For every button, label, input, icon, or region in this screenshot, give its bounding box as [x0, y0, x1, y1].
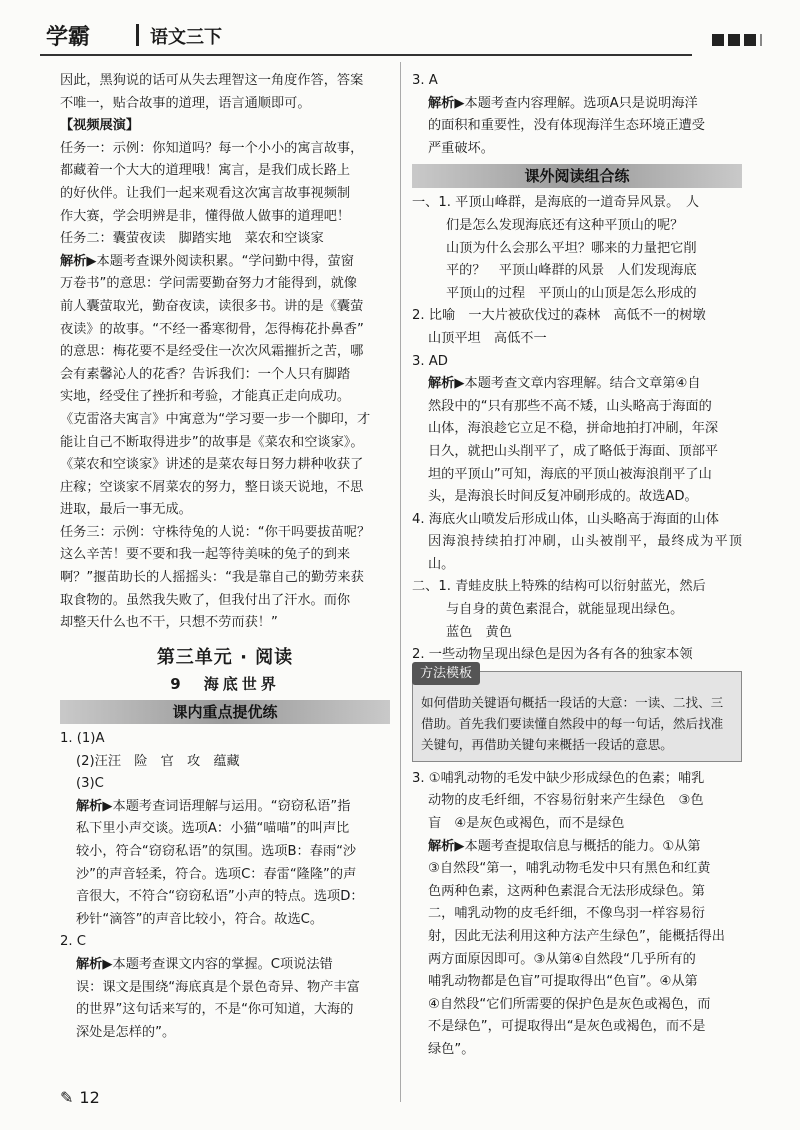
analysis-label: 解析▶ [76, 956, 113, 972]
left-column [60, 70, 390, 1044]
analysis-line: 的世界”这句话来写的，不是“你可知道，大海的 [76, 1002, 354, 1018]
task1-line: 任务一：示例：你知道吗？每一个小小的寓言故事， [60, 140, 364, 156]
answer-line: (3)C [76, 776, 104, 792]
answer-line: 平的？ 平顶山峰群的风景 人们发现海底 [446, 263, 697, 279]
answer-line: 动物的皮毛纤细，不容易衍射来产生绿色 ③色 [428, 793, 704, 809]
task3-line: 却整天什么也不干，只想不劳而获！” [60, 615, 278, 631]
answer-line: 2. 比喻 一大片被砍伐过的森林 高低不一的树墩 [412, 308, 706, 324]
page-footer [60, 1088, 100, 1107]
analysis-line: 日久，就把山头削平了，成了略低于海面、顶部平 [428, 443, 719, 459]
method-text: 如何借助关键语句概括一段话的大意：一读、二找、三借助。首先我们要读懂自然段中的每一句话，然后找准关键句，再借助关键句来概括一段话的意思。 [421, 694, 724, 752]
task3-line: 这么辛苦！要不要和我一起等待美味的兔子的到来 [60, 547, 351, 563]
analysis-line: 不是绿色”，可提取得出“是灰色或褐色，而不是 [428, 1019, 706, 1035]
analysis-line: 坦的平顶山”可知，海底的平顶山被海浪削平了山 [428, 466, 712, 482]
analysis-label: 解析▶ [428, 376, 465, 392]
analysis-line: 深处是怎样的”。 [76, 1024, 176, 1040]
analysis-line: 射，因此无法利用这种方法产生绿色”，能概括得出 [428, 929, 725, 944]
analysis-line: 误：课文是围绕“海底真是个景色奇异、物产丰富 [76, 979, 360, 995]
answer-line: 二、1. 青蛙皮肤上特殊的结构可以衍射蓝光，然后 [412, 579, 706, 595]
analysis-line: ④自然段“它们所需要的保护色是灰色或褐色，而 [428, 996, 711, 1012]
page-number: 12 [79, 1088, 100, 1107]
analysis-line: 私下里小声交谈。选项A：小猫“喵喵”的叫声比 [76, 821, 350, 837]
column-divider [400, 62, 401, 1102]
answer-line: 因海浪持续拍打冲刷，山头被削平，最终成为平顶山。 [428, 534, 742, 572]
answer-line: 2. C [60, 934, 86, 950]
analysis-line: 解析▶本题考查课外阅读积累。“学问勤中得，萤窗 [60, 253, 354, 269]
right-column [412, 70, 742, 1062]
analysis-line: 较小，符合“窃窃私语”的氛围。选项B：春雨“沙 [76, 844, 357, 859]
method-tag: 方法模板 [412, 662, 480, 685]
answer-line: 与自身的黄色素混合，就能显现出绿色。 [446, 602, 684, 618]
section-banner: 课外阅读组合练 [412, 164, 742, 188]
answer-line: 平顶山的过程 平顶山的山顶是怎么形成的 [446, 285, 697, 301]
answer-line: 一、1. 平顶山峰群，是海底的一道奇异风景。 人 [412, 195, 700, 211]
analysis-line: 实地，经受住了挫折和考验，才能真正走向成功。 [60, 389, 351, 405]
analysis-label: 解析▶ [428, 838, 465, 854]
unit-title: 第三单元 · 阅读 [156, 646, 294, 668]
analysis-line: 秒针“滴答”的声音比较小，符合。故选C。 [76, 911, 324, 927]
analysis-line: 解析▶本题考查提取信息与概括的能力。①从第 [428, 838, 701, 854]
video-heading: 【视频展演】 [60, 118, 140, 134]
analysis-label: 解析▶ [428, 95, 465, 111]
answer-line: 3. ①哺乳动物的毛发中缺少形成绿色的色素；哺乳 [412, 770, 705, 786]
method-box [412, 665, 742, 762]
analysis-line: 《克雷洛夫寓言》中寓意为“学习要一步一个脚印，才 [60, 411, 371, 427]
analysis-line: 头，是海浪长时间反复冲刷形成的。故选AD。 [428, 489, 698, 505]
task1-line: 都藏着一个大大的道理哦！寓言，是我们成长路上 [60, 163, 351, 179]
analysis-line: 解析▶本题考查课文内容的掌握。C项说法错 [76, 956, 333, 972]
analysis-line: 哺乳动物都是色盲”可提取得出“色盲”。④从第 [428, 974, 698, 990]
analysis-line: ③自然段“第一，哺乳动物毛发中只有黑色和红黄 [428, 861, 711, 877]
answer-line: 山顶平坦 高低不一 [428, 330, 547, 346]
task1-line: 作大赛，学会明辨是非，懂得做人做事的道理吧！ [60, 208, 351, 224]
analysis-line: 绿色”。 [428, 1041, 475, 1057]
analysis-line: 沙”的声音轻柔，符合。选项C：春雷“隆隆”的声 [76, 866, 357, 882]
analysis-line: 音很大，不符合“窃窃私语”小声的特点。选项D： [76, 889, 364, 905]
analysis-line: 两方面原因即可。③从第④自然段“几乎所有的 [428, 951, 696, 967]
intro-line: 不唯一，贴合故事的道理，语言通顺即可。 [60, 95, 311, 111]
analysis-label: 解析▶ [60, 253, 97, 269]
brand-logo: 学霸 [46, 25, 91, 50]
answer-line: 们是怎么发现海底还有这种平顶山的呢？ [446, 217, 684, 233]
pencil-icon: ✎ [60, 1088, 74, 1107]
task2-line: 任务二：囊萤夜读 脚踏实地 菜农和空谈家 [60, 231, 324, 247]
answer-line: 3. AD [412, 353, 448, 369]
analysis-line: 庄稼；空谈家不屑菜农的努力，整日谈天说地，不思 [60, 479, 364, 495]
analysis-line: 解析▶本题考查词语理解与运用。“窃窃私语”指 [76, 798, 351, 814]
analysis-line: 严重破坏。 [428, 140, 494, 156]
analysis-line: 前人囊萤取光，勤奋夜读，读很多书。讲的是《囊萤 [60, 298, 364, 314]
task3-line: 啊？”揠苗助长的人摇摇头：“我是靠自己的勤劳来获 [60, 570, 364, 586]
section-banner: 课内重点提优练 [60, 700, 390, 724]
analysis-line: 解析▶本题考查内容理解。选项A只是说明海洋 [428, 95, 698, 111]
analysis-line: 的意思：梅花要不是经受住一次次风霜摧折之苦，哪 [60, 344, 364, 360]
answer-line: 1. (1)A [60, 731, 105, 747]
task3-line: 取食物的。虽然我失败了，但我付出了汗水。而你 [60, 592, 351, 608]
analysis-line: 的面积和重要性，没有体现海洋生态环境正遭受 [428, 118, 705, 134]
lesson-title: 9 海底世界 [170, 675, 280, 694]
answer-line: 山顶为什么会那么平坦？哪来的力量把它削 [446, 240, 697, 256]
analysis-line: 然段中的“只有那些不高不矮，山头略高于海面的 [428, 398, 712, 414]
analysis-line: 进取，最后一事无成。 [60, 502, 192, 518]
header-separator [136, 24, 139, 46]
header-marks [712, 34, 762, 46]
analysis-line: 夜读》的故事。“不经一番寒彻骨，怎得梅花扑鼻香” [60, 321, 364, 337]
answer-line: 蓝色 黄色 [446, 624, 512, 640]
answer-line: (2)汪汪 险 官 攻 蕴藏 [76, 753, 240, 769]
analysis-line: 会有素馨沁人的花香？告诉我们：一个人只有脚踏 [60, 366, 351, 382]
analysis-label: 解析▶ [76, 798, 113, 814]
analysis-line: 色两种色素，这两种色素混合无法形成绿色。第 [428, 883, 705, 899]
task3-line: 任务三：示例：守株待兔的人说：“你干吗要拔苗呢？ [60, 524, 371, 540]
analysis-line: 山体，海浪趁它立足不稳，拼命地拍打冲刷，年深 [428, 421, 719, 437]
analysis-line: 能让自己不断取得进步”的故事是《菜农和空谈家》。 [60, 434, 364, 450]
intro-line: 因此，黑狗说的话可从失去理智这一角度作答，答案 [60, 73, 364, 88]
answer-line: 4. 海底火山喷发后形成山体，山头略高于海面的山体 [412, 511, 719, 527]
header-rule [40, 54, 692, 56]
analysis-line: 《菜农和空谈家》讲述的是菜农每日努力耕种收获了 [60, 457, 364, 473]
task1-line: 的好伙伴。让我们一起来观看这次寓言故事视频制 [60, 185, 351, 201]
analysis-line: 二，哺乳动物的皮毛纤细，不像鸟羽一样容易衍 [428, 906, 705, 922]
page-header [40, 14, 762, 54]
analysis-line: 解析▶本题考查文章内容理解。结合文章第④自 [428, 376, 701, 392]
answer-line: 3. A [412, 73, 438, 88]
book-title: 语文三下 [150, 27, 222, 48]
answer-line: 2. 一些动物呈现出绿色是因为各有各的独家本领 [412, 647, 693, 663]
analysis-line: 万卷书”的意思：学问需要勤奋努力才能得到，就像 [60, 276, 357, 292]
answer-line: 盲 ④是灰色或褐色，而不是绿色 [428, 816, 625, 832]
